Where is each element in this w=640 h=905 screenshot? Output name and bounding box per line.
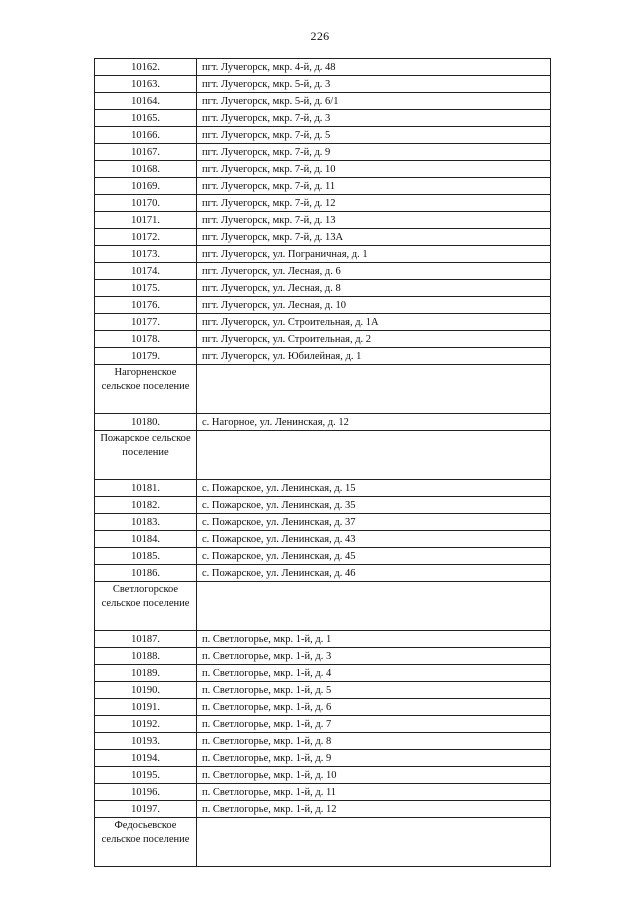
table-row <box>95 750 551 767</box>
table-row <box>95 565 551 582</box>
table-row <box>95 497 551 514</box>
row-number: 10189. <box>95 665 197 682</box>
row-number: 10192. <box>95 716 197 733</box>
table-row <box>95 414 551 431</box>
empty-address-cell <box>197 818 551 867</box>
row-number: 10193. <box>95 733 197 750</box>
table-row <box>95 110 551 127</box>
row-number: 10185. <box>95 548 197 565</box>
address-cell: пгт. Лучегорск, ул. Пограничная, д. 1 <box>197 246 551 263</box>
row-number: 10163. <box>95 76 197 93</box>
row-number: 10176. <box>95 297 197 314</box>
table-row <box>95 733 551 750</box>
table-row <box>95 648 551 665</box>
row-number: 10174. <box>95 263 197 280</box>
address-cell: с. Пожарское, ул. Ленинская, д. 46 <box>197 565 551 582</box>
table-row <box>95 631 551 648</box>
table-row <box>95 767 551 784</box>
table-row <box>95 144 551 161</box>
address-cell: п. Светлогорье, мкр. 1-й, д. 6 <box>197 699 551 716</box>
page-number: 226 <box>310 29 330 43</box>
table-row <box>95 716 551 733</box>
row-number: 10170. <box>95 195 197 212</box>
address-cell: с. Пожарское, ул. Ленинская, д. 15 <box>197 480 551 497</box>
row-number: 10175. <box>95 280 197 297</box>
row-number: 10191. <box>95 699 197 716</box>
row-number: 10183. <box>95 514 197 531</box>
address-cell: пгт. Лучегорск, мкр. 7-й, д. 12 <box>197 195 551 212</box>
address-cell: пгт. Лучегорск, мкр. 7-й, д. 10 <box>197 161 551 178</box>
address-cell: пгт. Лучегорск, ул. Лесная, д. 8 <box>197 280 551 297</box>
row-number: 10180. <box>95 414 197 431</box>
table-row <box>95 314 551 331</box>
table-row <box>95 548 551 565</box>
table-row <box>95 76 551 93</box>
table-row <box>95 331 551 348</box>
section-row <box>95 582 551 631</box>
row-number: 10162. <box>95 59 197 76</box>
table-row <box>95 280 551 297</box>
row-number: 10194. <box>95 750 197 767</box>
table-row <box>95 514 551 531</box>
table-row <box>95 127 551 144</box>
address-cell: с. Нагорное, ул. Ленинская, д. 12 <box>197 414 551 431</box>
address-cell: п. Светлогорье, мкр. 1-й, д. 4 <box>197 665 551 682</box>
table-row <box>95 801 551 818</box>
row-number: 10197. <box>95 801 197 818</box>
settlement-name: Пожарское сельское поселение <box>95 431 197 480</box>
row-number: 10169. <box>95 178 197 195</box>
address-cell: пгт. Лучегорск, ул. Строительная, д. 1А <box>197 314 551 331</box>
settlement-name: Федосьевское сельское поселение <box>95 818 197 867</box>
row-number: 10182. <box>95 497 197 514</box>
table-row <box>95 246 551 263</box>
address-cell: с. Пожарское, ул. Ленинская, д. 43 <box>197 531 551 548</box>
row-number: 10196. <box>95 784 197 801</box>
table-row <box>95 297 551 314</box>
row-number: 10164. <box>95 93 197 110</box>
table-row <box>95 178 551 195</box>
row-number: 10172. <box>95 229 197 246</box>
address-cell: п. Светлогорье, мкр. 1-й, д. 9 <box>197 750 551 767</box>
address-cell: пгт. Лучегорск, мкр. 5-й, д. 6/1 <box>197 93 551 110</box>
table-row <box>95 665 551 682</box>
table-row <box>95 531 551 548</box>
address-cell: п. Светлогорье, мкр. 1-й, д. 10 <box>197 767 551 784</box>
row-number: 10190. <box>95 682 197 699</box>
address-cell: п. Светлогорье, мкр. 1-й, д. 8 <box>197 733 551 750</box>
row-number: 10181. <box>95 480 197 497</box>
address-cell: пгт. Лучегорск, мкр. 5-й, д. 3 <box>197 76 551 93</box>
address-cell: п. Светлогорье, мкр. 1-й, д. 1 <box>197 631 551 648</box>
table-row <box>95 682 551 699</box>
table-row <box>95 480 551 497</box>
row-number: 10184. <box>95 531 197 548</box>
row-number: 10173. <box>95 246 197 263</box>
address-cell: п. Светлогорье, мкр. 1-й, д. 5 <box>197 682 551 699</box>
address-cell: пгт. Лучегорск, ул. Лесная, д. 6 <box>197 263 551 280</box>
table-row <box>95 348 551 365</box>
address-cell: п. Светлогорье, мкр. 1-й, д. 3 <box>197 648 551 665</box>
address-cell: с. Пожарское, ул. Ленинская, д. 37 <box>197 514 551 531</box>
address-cell: пгт. Лучегорск, мкр. 7-й, д. 5 <box>197 127 551 144</box>
row-number: 10186. <box>95 565 197 582</box>
address-cell: пгт. Лучегорск, ул. Лесная, д. 10 <box>197 297 551 314</box>
row-number: 10187. <box>95 631 197 648</box>
address-cell: п. Светлогорье, мкр. 1-й, д. 11 <box>197 784 551 801</box>
address-cell: пгт. Лучегорск, мкр. 4-й, д. 48 <box>197 59 551 76</box>
row-number: 10179. <box>95 348 197 365</box>
table-row <box>95 212 551 229</box>
address-cell: п. Светлогорье, мкр. 1-й, д. 7 <box>197 716 551 733</box>
address-cell: п. Светлогорье, мкр. 1-й, д. 12 <box>197 801 551 818</box>
table-row <box>95 195 551 212</box>
section-row <box>95 818 551 867</box>
table-body <box>95 59 551 867</box>
row-number: 10166. <box>95 127 197 144</box>
address-cell: пгт. Лучегорск, мкр. 7-й, д. 13А <box>197 229 551 246</box>
table-row <box>95 699 551 716</box>
settlement-name: Светлогорское сельское поселение <box>95 582 197 631</box>
section-row <box>95 431 551 480</box>
address-cell: пгт. Лучегорск, мкр. 7-й, д. 3 <box>197 110 551 127</box>
address-cell: пгт. Лучегорск, мкр. 7-й, д. 11 <box>197 178 551 195</box>
empty-address-cell <box>197 582 551 631</box>
table-row <box>95 93 551 110</box>
row-number: 10177. <box>95 314 197 331</box>
address-cell: пгт. Лучегорск, ул. Юбилейная, д. 1 <box>197 348 551 365</box>
row-number: 10168. <box>95 161 197 178</box>
table-row <box>95 161 551 178</box>
address-cell: пгт. Лучегорск, ул. Строительная, д. 2 <box>197 331 551 348</box>
row-number: 10167. <box>95 144 197 161</box>
row-number: 10178. <box>95 331 197 348</box>
address-cell: с. Пожарское, ул. Ленинская, д. 45 <box>197 548 551 565</box>
empty-address-cell <box>197 365 551 414</box>
table-row <box>95 263 551 280</box>
row-number: 10165. <box>95 110 197 127</box>
table-row <box>95 229 551 246</box>
settlement-name: Нагорненское сельское поселение <box>95 365 197 414</box>
address-cell: пгт. Лучегорск, мкр. 7-й, д. 9 <box>197 144 551 161</box>
section-row <box>95 365 551 414</box>
address-table <box>94 58 551 867</box>
row-number: 10171. <box>95 212 197 229</box>
empty-address-cell <box>197 431 551 480</box>
address-cell: пгт. Лучегорск, мкр. 7-й, д. 13 <box>197 212 551 229</box>
row-number: 10188. <box>95 648 197 665</box>
table-row <box>95 784 551 801</box>
table-row <box>95 59 551 76</box>
row-number: 10195. <box>95 767 197 784</box>
address-cell: с. Пожарское, ул. Ленинская, д. 35 <box>197 497 551 514</box>
